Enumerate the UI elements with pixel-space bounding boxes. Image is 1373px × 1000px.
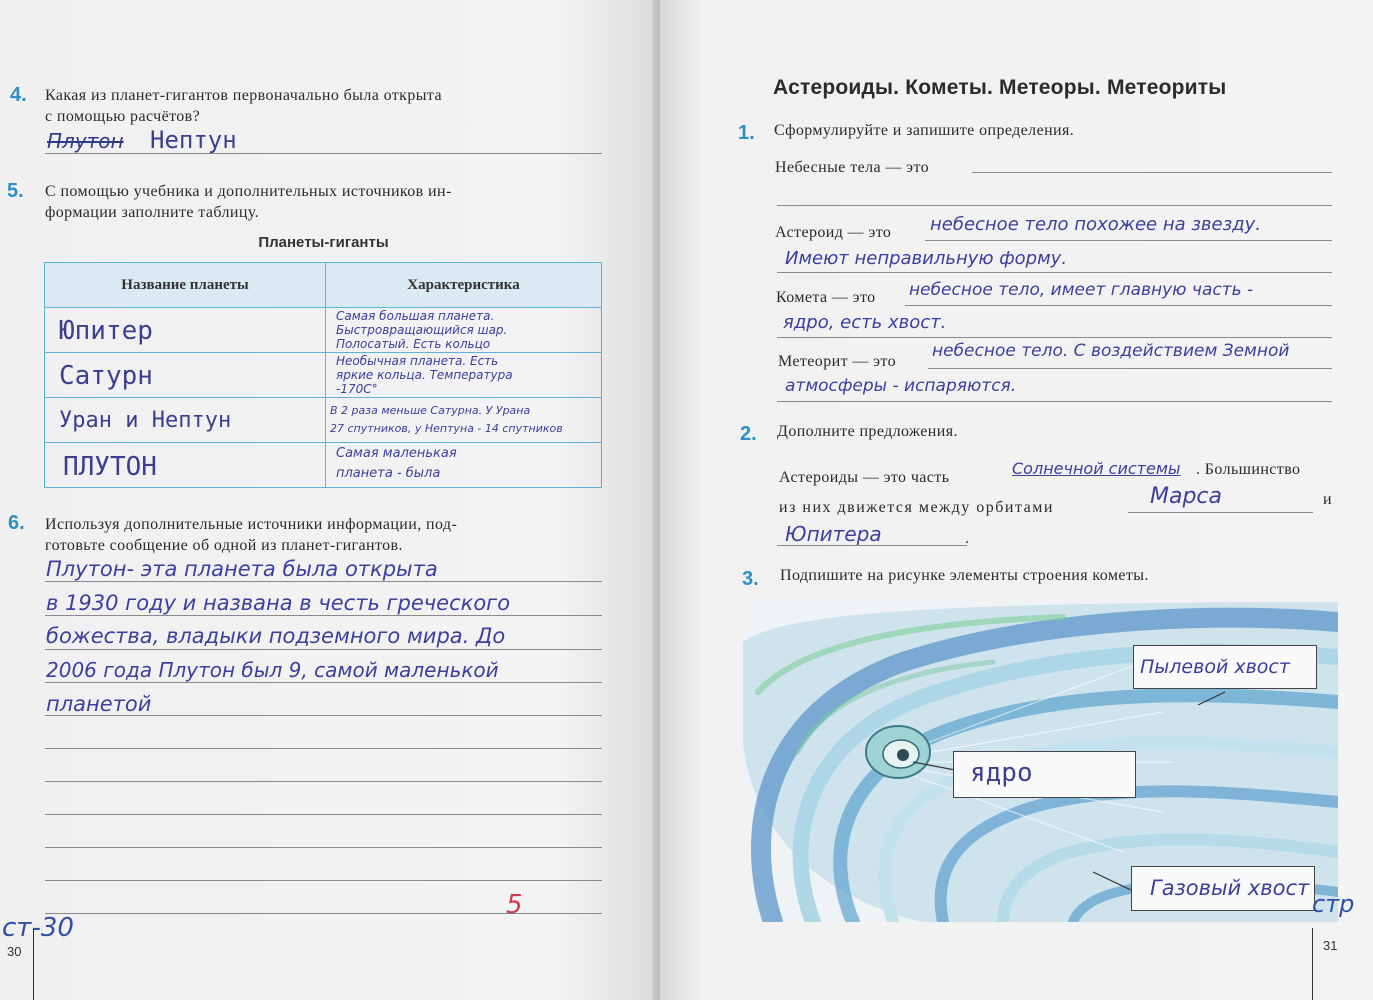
- answer-line: [925, 240, 1332, 241]
- planet-name-cell: [45, 443, 326, 488]
- question-text-line: Какая из планет-гигантов первоначально была открыта: [45, 87, 442, 104]
- answer-line: [777, 545, 967, 546]
- essay-line: в 1930 году и названа в честь греческого: [46, 591, 511, 615]
- struck-answer: Плутон: [47, 129, 124, 153]
- column-header: Название планеты: [45, 263, 326, 308]
- page-number-box: [0, 930, 34, 1000]
- description-line: Полосатый. Есть кольцо: [336, 337, 491, 351]
- answer-line: [45, 715, 602, 716]
- essay-line: 2006 года Плутон был 9, самой маленькой: [46, 658, 499, 682]
- question-text-line: Используя дополнительные источники информации, под-: [45, 516, 458, 533]
- question-text-line: С помощью учебника и дополнительных источников ин-: [45, 183, 452, 200]
- handwritten-answer: Имеют неправильную форму.: [785, 248, 1068, 269]
- answer-line: [45, 682, 602, 683]
- term-label: Астероид — это: [775, 224, 892, 241]
- answer-line: [45, 649, 602, 650]
- question-text-line: готовьте сообщение об одной из планет-гигантов.: [45, 537, 403, 554]
- corner-note: ст-30: [2, 913, 74, 943]
- sentence-text: и: [1323, 491, 1332, 508]
- answer-line: [1128, 512, 1313, 513]
- question-number: 1.: [738, 122, 755, 144]
- handwritten-answer: Марса: [1150, 484, 1223, 509]
- sentence-text: .: [965, 530, 970, 547]
- description-cell: [326, 443, 602, 488]
- question-text-line: с помощью расчётов?: [45, 108, 201, 125]
- planet-name-cell: [45, 353, 326, 398]
- question-text: Подпишите на рисунке элементы строения кометы.: [780, 567, 1149, 584]
- description-line: Необычная планета. Есть: [336, 354, 499, 368]
- handwritten-answer: Юпитера: [785, 522, 882, 546]
- question-text-line: формации заполните таблицу.: [45, 204, 260, 221]
- description-line: Самая маленькая: [336, 446, 457, 461]
- table-header-row: [45, 263, 602, 308]
- page-title: Астероиды. Кометы. Метеоры. Метеориты: [773, 76, 1227, 99]
- planet-name-cell: [45, 398, 326, 443]
- description-line: В 2 раза меньше Сатурна. У Урана: [330, 404, 531, 417]
- answer-line: [45, 748, 602, 749]
- table-row: [45, 308, 602, 353]
- comet-label: Пылевой хвост: [1140, 656, 1290, 678]
- term-label: Комета — это: [776, 289, 876, 306]
- description-cell: [326, 353, 602, 398]
- handwritten-answer: Нептун: [150, 126, 237, 154]
- term-label: Небесные тела — это: [775, 159, 930, 176]
- question-text: Дополните предложения.: [777, 423, 958, 440]
- answer-line: [45, 581, 602, 582]
- answer-line: [928, 368, 1332, 369]
- description-line: Быстровращающийся шар.: [336, 323, 508, 337]
- description-line: планета - была: [336, 466, 441, 481]
- page-number: 30: [7, 944, 22, 959]
- question-text: [45, 514, 602, 556]
- description-line: -170С°: [336, 382, 378, 396]
- table-row: [45, 353, 602, 398]
- sentence-text: Астероиды — это часть: [779, 469, 950, 486]
- essay-line: божества, владыки подземного мира. До: [46, 624, 506, 648]
- answer-line: [45, 847, 602, 848]
- question-text: [45, 181, 602, 223]
- essay-line: планетой: [46, 692, 152, 716]
- planet-name: ПЛУТОН: [63, 452, 157, 482]
- sentence-text: из них движется между орбитами: [779, 499, 1054, 516]
- column-header: Характеристика: [326, 263, 602, 308]
- description-cell: [326, 308, 602, 353]
- planet-name: Уран и Нептун: [59, 408, 232, 433]
- answer-line: [45, 880, 602, 881]
- table-row: [45, 443, 602, 488]
- question-text: Сформулируйте и запишите определения.: [774, 122, 1075, 139]
- answer-line: [45, 615, 602, 616]
- handwritten-answer: небесное тело, имеет главную часть -: [909, 280, 1254, 300]
- answer-line: [45, 814, 602, 815]
- left-page: [0, 0, 660, 1000]
- description-line: Самая большая планета.: [336, 309, 495, 323]
- answer-line: [905, 305, 1332, 306]
- handwritten-answer: Солнечной системы: [1012, 459, 1181, 478]
- page-number: 31: [1323, 938, 1338, 953]
- answer-line: [972, 172, 1332, 173]
- label-box: [1131, 866, 1315, 911]
- planets-table: [44, 262, 602, 488]
- corner-note: стр: [1312, 890, 1355, 918]
- answer-line: [777, 337, 1332, 338]
- comet-label: Газовый хвост: [1150, 876, 1310, 900]
- label-box: [953, 751, 1136, 798]
- question-number: 3.: [742, 568, 759, 590]
- answer-line: [45, 781, 602, 782]
- handwritten-answer: небесное тело. С воздействием Земной: [932, 341, 1290, 361]
- description-line: яркие кольца. Температура: [336, 368, 513, 382]
- planet-name-cell: [45, 308, 326, 353]
- answer-line: [777, 205, 1332, 206]
- label-box: [1133, 645, 1317, 689]
- sentence-text: . Большинство: [1196, 461, 1301, 478]
- planet-name: Сатурн: [59, 361, 153, 391]
- question-text: [45, 85, 602, 127]
- grade-mark: 5: [506, 890, 523, 920]
- table-title: Планеты-гиганты: [258, 234, 389, 251]
- description-cell: [326, 398, 602, 443]
- question-number: 5.: [7, 180, 24, 202]
- term-label: Метеорит — это: [778, 353, 897, 370]
- comet-label: ядро: [970, 758, 1033, 788]
- handwritten-answer: ядро, есть хвост.: [783, 312, 947, 333]
- handwritten-answer: атмосферы - испаряются.: [785, 376, 1017, 396]
- essay-line: Плутон- эта планета была открыта: [46, 557, 438, 581]
- description-line: 27 спутников, у Нептуна - 14 спутников: [330, 422, 563, 435]
- table-row: [45, 398, 602, 443]
- question-number: 4.: [10, 84, 27, 106]
- question-number: 2.: [740, 423, 757, 445]
- planet-name: Юпитер: [59, 316, 153, 346]
- handwritten-answer: небесное тело похожее на звезду.: [930, 214, 1261, 235]
- question-number: 6.: [8, 512, 25, 534]
- answer-line: [777, 401, 1332, 402]
- answer-line: [777, 272, 1332, 273]
- answer-line: [45, 153, 602, 154]
